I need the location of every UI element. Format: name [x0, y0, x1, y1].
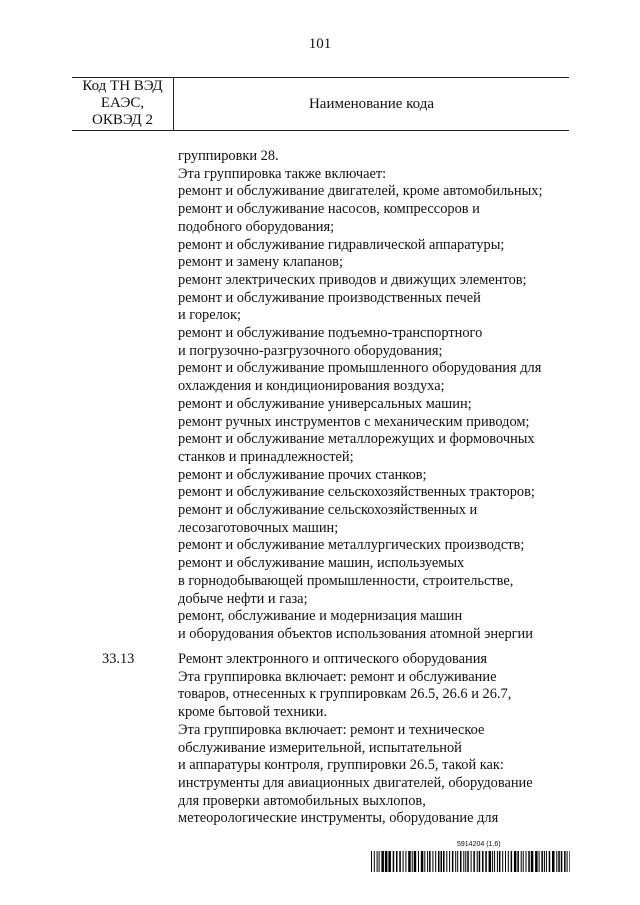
document-id: 5914204 (1.6)	[457, 841, 501, 848]
code-header-line: Код ТН ВЭД	[82, 78, 163, 94]
text-line: и оборудования объектов использования атомной энергии	[178, 625, 533, 642]
text-line: Эта группировка включает: ремонт и техническое	[178, 721, 485, 738]
text-line: ремонт и обслуживание универсальных машин;	[178, 395, 472, 412]
text-line: охлаждения и кондиционирования воздуха;	[178, 378, 445, 395]
text-line: ремонт электрических приводов и движущих элементов;	[178, 271, 527, 288]
text-line: Ремонт электронного и оптического оборудования	[178, 651, 488, 667]
text-line: ремонт и замену клапанов;	[178, 254, 343, 271]
text-line: кроме бытовой техники.	[178, 704, 328, 721]
entry-continuation	[178, 148, 542, 644]
text-line: ремонт и обслуживание машин, используемых	[178, 555, 465, 572]
text-line: ремонт и обслуживание сельскохозяйственных и	[178, 502, 478, 519]
text-line: подобного оборудования;	[178, 218, 335, 235]
text-line: обслуживание измерительной, испытательной	[178, 739, 462, 756]
text-line: ремонт и обслуживание металлорежущих и формовочных	[178, 431, 535, 448]
text-line: Эта группировка включает: ремонт и обслуживание	[178, 668, 497, 685]
text-line: ремонт и обслуживание двигателей, кроме автомобильных;	[178, 183, 543, 200]
code-header-line: ОКВЭД 2	[92, 112, 153, 128]
text-line: группировки 28.	[178, 148, 279, 164]
code-header-line: ЕАЭС,	[100, 95, 145, 111]
name-column-header: Наименование кода	[308, 95, 435, 112]
text-line: ремонт и обслуживание насосов, компрессоров и	[178, 201, 480, 218]
text-line: и аппаратуры контроля, группировки 26.5, такой как:	[178, 757, 504, 774]
text-line: лесозаготовочных машин;	[178, 519, 339, 536]
barcode-image	[371, 851, 570, 872]
entry-code: 33.13	[102, 651, 135, 667]
page-number: 101	[308, 36, 332, 52]
text-line: ремонт и обслуживание производственных печей	[178, 289, 481, 306]
table-header	[72, 77, 569, 131]
text-line: ремонт и обслуживание прочих станков;	[178, 466, 427, 483]
text-line: ремонт и обслуживание подъемно-транспортного	[178, 325, 483, 342]
text-line: и погрузочно-разгрузочного оборудования;	[178, 342, 443, 359]
text-line: метеорологические инструменты, оборудование для	[178, 810, 499, 827]
text-line: ремонт, обслуживание и модернизация машин	[178, 608, 463, 625]
text-line: ремонт ручных инструментов с механическим приводом;	[178, 413, 530, 430]
code-column-header	[72, 78, 174, 130]
entry-33-13-description	[178, 651, 533, 828]
text-line: ремонт и обслуживание сельскохозяйственных тракторов;	[178, 484, 535, 501]
text-line: товаров, отнесенных к группировкам 26.5, 26.6 и 26.7,	[178, 686, 512, 703]
text-line: для проверки автомобильных выхлопов,	[178, 792, 426, 809]
text-line: инструменты для авиационных двигателей, оборудование	[178, 774, 533, 791]
text-line: ремонт и обслуживание металлургических производств;	[178, 537, 525, 554]
text-line: в горнодобывающей промышленности, строительстве,	[178, 572, 514, 589]
text-line: добыче нефти и газа;	[178, 590, 308, 607]
text-line: Эта группировка также включает:	[178, 165, 387, 182]
text-line: ремонт и обслуживание промышленного оборудования для	[178, 360, 542, 377]
text-line: ремонт и обслуживание гидравлической аппаратуры;	[178, 236, 505, 253]
text-line: станков и принадлежностей;	[178, 448, 354, 465]
text-line: и горелок;	[178, 307, 241, 324]
